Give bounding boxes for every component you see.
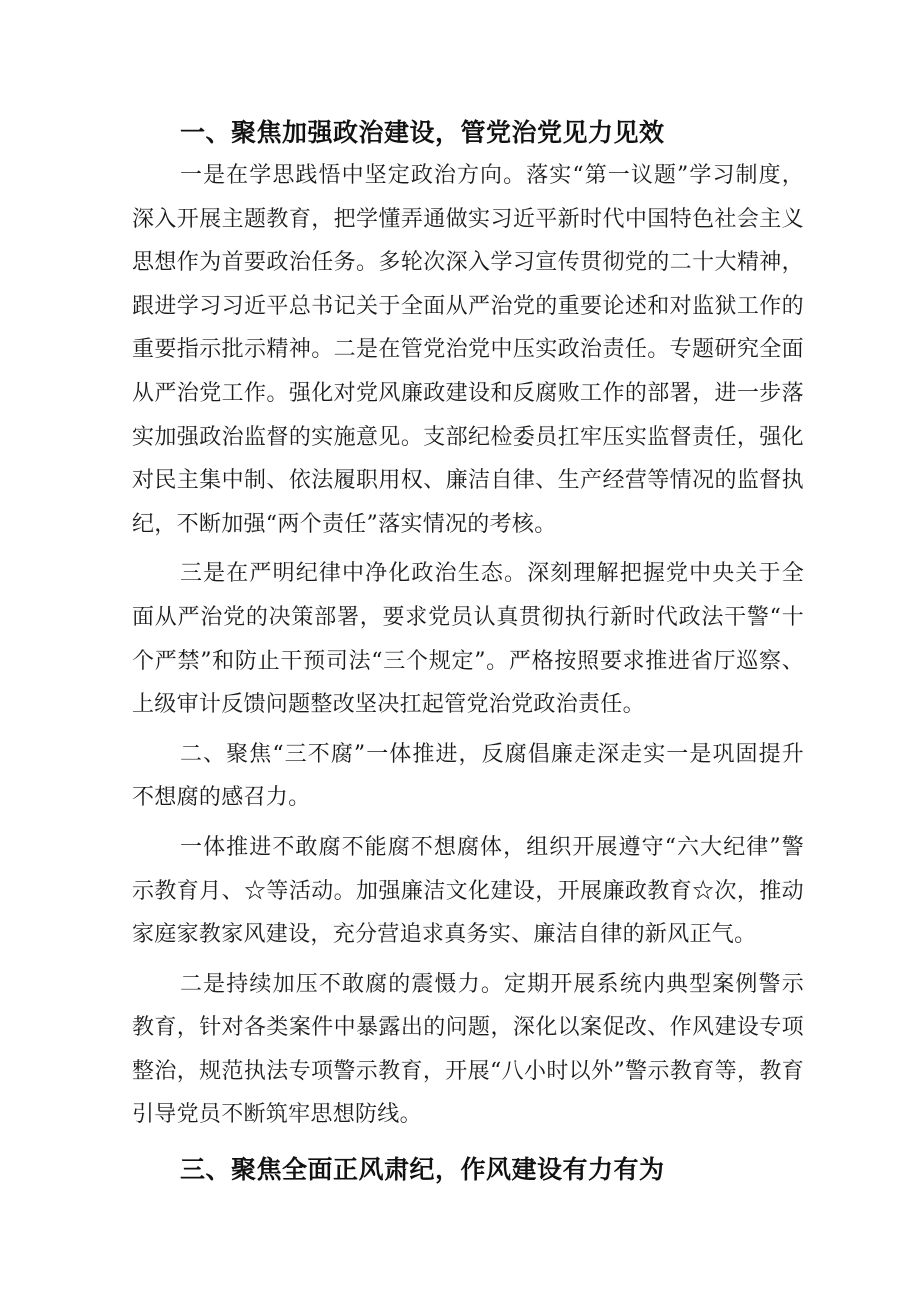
paragraph-integrated-promotion: 一体推进不敢腐不能腐不想腐体，组织开展遵守“六大纪律”警示教育月、☆等活动。加强廉洁文化建设，开展廉政教育☆次，推动家庭家教家风建设，充分营追求真务实、廉洁自律的新风正气。 (132, 834, 804, 948)
section-heading-3: 三、聚焦全面正风肃纪，作风建设有力有为 (180, 1155, 665, 1185)
document-body (132, 112, 804, 1191)
section-heading-1: 一、聚焦加强政治建设，管党治党见力见效 (180, 118, 665, 147)
paragraph-political-ecology: 三是在严明纪律中净化政治生态。深刻理解把握党中央关于全面从严治党的决策部署，要求党员认真贯彻执行新时代政法干警“十个严禁”和防止干预司法“三个规定”。严格按照要求推进省厅巡察、上级审计反馈问题整改坚决扛起管党治党政治责任。 (132, 561, 804, 718)
paragraph-political-direction: 一是在学思践悟中坚定政治方向。落实“第一议题”学习制度，深入开展主题教育，把学懂弄通做实习近平新时代中国特色社会主义思想作为首要政治任务。多轮次深入学习宣传贯彻党的二十大精神，跟进学习习近平总书记关于全面从严治党的重要论述和对监狱工作的重要指示批示精神。二是在管党治党中压实政治责任。专题研究全面从严治党工作。强化对党风廉政建设和反腐败工作的部署，进一步落实加强政治监督的实施意见。支部纪检委员扛牢压实监督责任，强化对民主集中制、依法履职用权、廉洁自律、生产经营等情况的监督执纪，不断加强“两个责任”落实情况的考核。 (132, 163, 804, 537)
paragraph-deterrence: 二是持续加压不敢腐的震慑力。定期开展系统内典型案例警示教育，针对各类案件中暴露出的问题，深化以案促改、作风建设专项整治，规范执法专项警示教育，开展“八小时以外”警示教育等，教育引导党员不断筑牢思想防线。 (132, 971, 804, 1128)
paragraph-three-no-corruption: 二、聚焦“三不腐”一体推进，反腐倡廉走深走实一是巩固提升不想腐的感召力。 (132, 741, 804, 811)
